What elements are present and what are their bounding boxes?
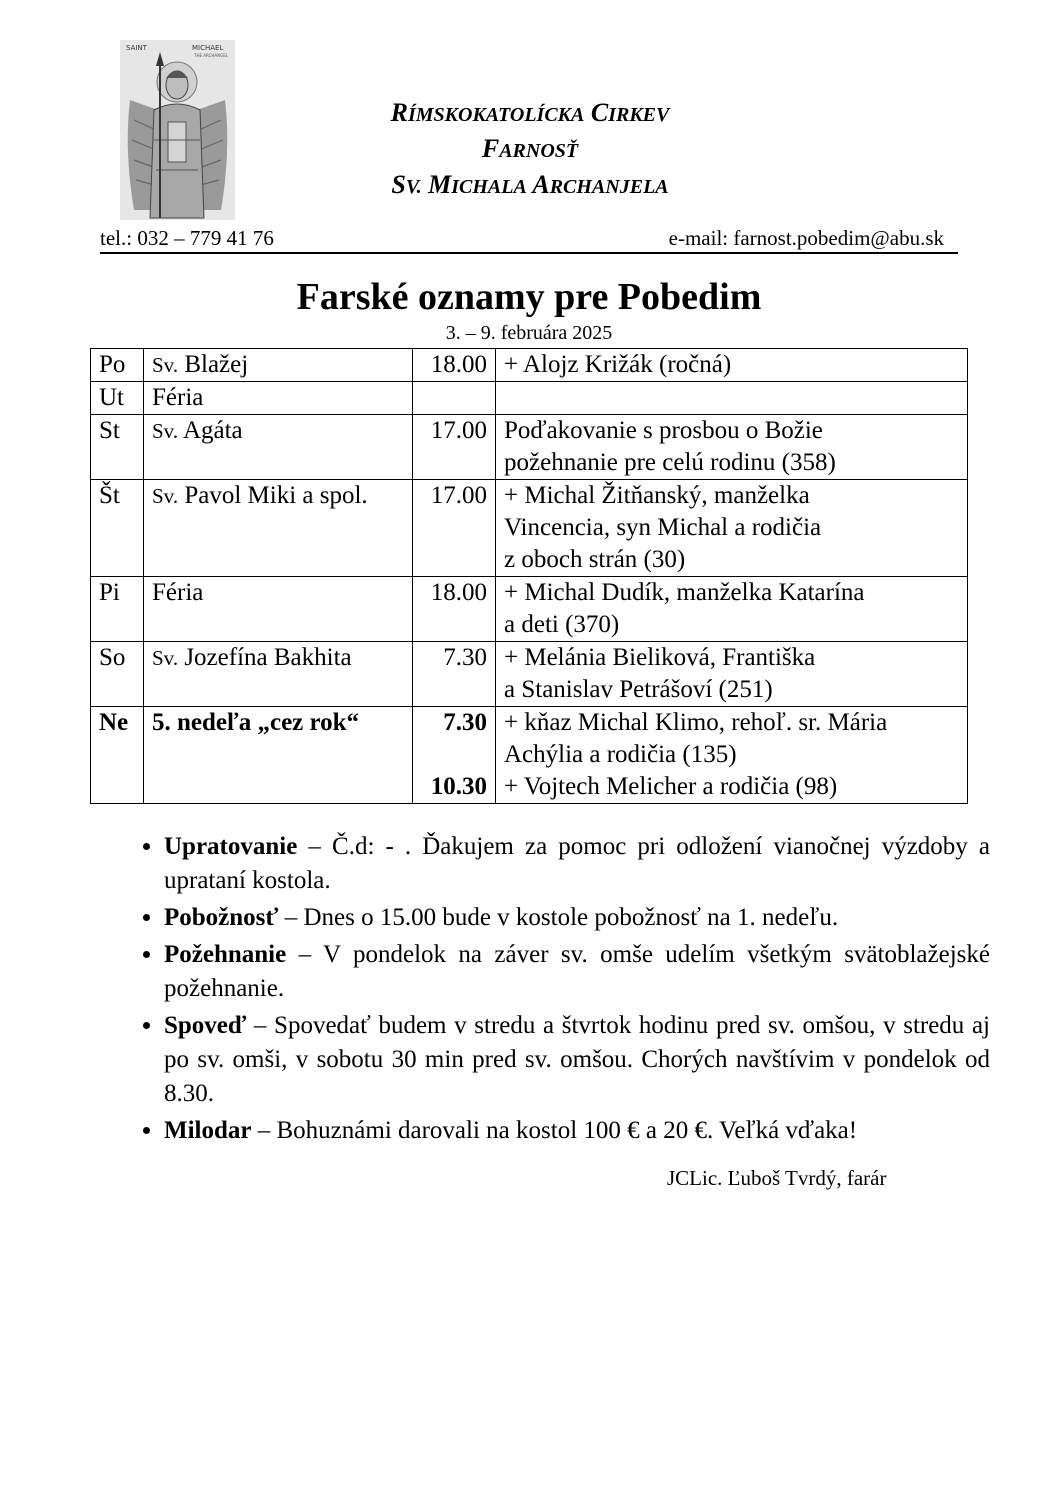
mass-time: 18.00	[430, 579, 487, 606]
schedule-day: So	[91, 642, 144, 707]
mass-time: 7.30	[443, 644, 487, 671]
schedule-saint	[144, 577, 413, 642]
intention-line: a deti (370)	[504, 611, 620, 638]
announcement-item	[164, 938, 990, 1006]
schedule-intention	[496, 707, 968, 804]
schedule-time	[413, 642, 496, 707]
schedule-time	[413, 480, 496, 577]
mass-schedule-table	[90, 348, 968, 804]
announcement-label: Upratovanie	[164, 833, 298, 860]
saint-michael-icon	[120, 40, 235, 220]
schedule-saint	[144, 349, 413, 382]
saint-prefix: Sv.	[152, 353, 179, 377]
schedule-intention	[496, 382, 968, 415]
phone-number: tel.: 032 – 779 41 76	[100, 226, 274, 250]
intention-line: + Michal Žitňanský, manželka	[504, 482, 810, 509]
schedule-row	[91, 642, 968, 707]
schedule-intention	[496, 349, 968, 382]
schedule-row	[91, 415, 968, 480]
mass-time: 17.00	[430, 482, 487, 509]
saint-name: Agáta	[178, 417, 243, 444]
schedule-time	[413, 382, 496, 415]
announcement-item	[164, 1009, 990, 1111]
saint-name: Blažej	[178, 351, 249, 378]
announcement-text: – Č.d: - . Ďakujem za pomoc pri odložení vianočnej výzdoby a uprataní kostola.	[164, 833, 990, 894]
announcement-text: – Spovedať budem v stredu a štvrtok hodinu pred sv. omšou, v stredu aj po sv. omši, v sobotu 30 min pred sv. omšou. Chorých navštívim v pondelok od 8.30.	[164, 1012, 990, 1107]
schedule-day: Ne	[91, 707, 144, 804]
schedule-time	[413, 415, 496, 480]
mass-time: 10.30	[430, 773, 487, 800]
contact-bar	[100, 224, 958, 254]
schedule-saint	[144, 642, 413, 707]
saint-prefix: Sv.	[152, 484, 179, 508]
schedule-saint	[144, 382, 413, 415]
mass-time: 7.30	[443, 709, 487, 736]
schedule-intention	[496, 642, 968, 707]
intention-line: + Michal Dudík, manželka Katarína	[504, 579, 865, 606]
schedule-intention	[496, 415, 968, 480]
mass-time	[421, 382, 487, 414]
mass-time: 17.00	[430, 417, 487, 444]
header-line-church: RÍMSKOKATOLÍCKA CIRKEV	[390, 98, 670, 127]
page-title: Farské oznamy pre Pobedim	[296, 276, 762, 318]
schedule-day: Št	[91, 480, 144, 577]
intention-line: + Alojz Križák (ročná)	[504, 351, 732, 378]
intention-line: + kňaz Michal Klimo, rehoľ. sr. Mária	[504, 709, 888, 736]
header-line-parish: FARNOSŤ	[481, 134, 579, 163]
schedule-intention	[496, 480, 968, 577]
saint-name: Pavol Miki a spol.	[178, 482, 368, 509]
icon-label-archangel: THE ARCHANGEL	[194, 53, 228, 58]
parish-header	[300, 96, 760, 204]
intention-line: požehnanie pre celú rodinu (358)	[504, 449, 836, 476]
saint-name: Jozefína Bakhita	[178, 644, 352, 671]
header-line-patron: SV. MICHALA ARCHANJELA	[391, 170, 669, 199]
schedule-day: Po	[91, 349, 144, 382]
announcement-item	[164, 1114, 990, 1148]
announcement-label: Spoveď	[164, 1012, 247, 1039]
intention-line: Vincencia, syn Michal a rodičia	[504, 514, 822, 541]
intention-line: + Vojtech Melicher a rodičia (98)	[504, 773, 838, 800]
intention-line: + Melánia Bieliková, Františka	[504, 644, 816, 671]
schedule-row	[91, 577, 968, 642]
schedule-saint	[144, 415, 413, 480]
signature: JCLic. Ľuboš Tvrdý, farár	[667, 1166, 887, 1190]
schedule-day: Pi	[91, 577, 144, 642]
announcement-item	[164, 830, 990, 898]
announcement-label: Milodar	[164, 1117, 252, 1144]
schedule-day: St	[91, 415, 144, 480]
intention-line	[504, 382, 959, 414]
announcement-text: – V pondelok na záver sv. omše udelím všetkým svätoblažejské požehnanie.	[164, 941, 990, 1002]
schedule-row	[91, 349, 968, 382]
saint-prefix: Sv.	[152, 646, 179, 670]
schedule-time	[413, 577, 496, 642]
email-address: e-mail: farnost.pobedim@abu.sk	[668, 226, 944, 250]
announcement-text: – Bohuznámi darovali na kostol 100 € a 20 €. Veľká vďaka!	[251, 1117, 858, 1144]
schedule-row	[91, 382, 968, 415]
announcement-text: – Dnes o 15.00 bude v kostole pobožnosť na 1. nedeľu.	[278, 904, 839, 931]
saint-name: Féria	[152, 579, 204, 606]
saint-name: 5. nedeľa „cez rok“	[152, 709, 360, 736]
schedule-time	[413, 707, 496, 804]
intention-line: a Stanislav Petrášoví (251)	[504, 676, 773, 703]
announcement-item	[164, 901, 990, 935]
intention-line: z oboch strán (30)	[504, 546, 686, 573]
saint-name: Féria	[152, 384, 204, 411]
schedule-time	[413, 349, 496, 382]
icon-label-saint: SAINT	[126, 44, 147, 52]
mass-time: 18.00	[430, 351, 487, 378]
schedule-row	[91, 480, 968, 577]
schedule-intention	[496, 577, 968, 642]
schedule-saint	[144, 707, 413, 804]
schedule-saint	[144, 480, 413, 577]
icon-label-michael: MICHAEL	[192, 44, 224, 52]
saint-prefix: Sv.	[152, 419, 179, 443]
schedule-row	[91, 707, 968, 804]
announcement-label: Požehnanie	[164, 941, 287, 968]
date-range: 3. – 9. februára 2025	[445, 322, 613, 344]
schedule-day: Ut	[91, 382, 144, 415]
intention-line: Poďakovanie s prosbou o Božie	[504, 417, 823, 444]
announcements-list	[130, 830, 990, 1151]
announcement-label: Pobožnosť	[164, 904, 279, 931]
intention-line: Achýlia a rodičia (135)	[504, 741, 737, 768]
mass-time	[421, 739, 487, 771]
